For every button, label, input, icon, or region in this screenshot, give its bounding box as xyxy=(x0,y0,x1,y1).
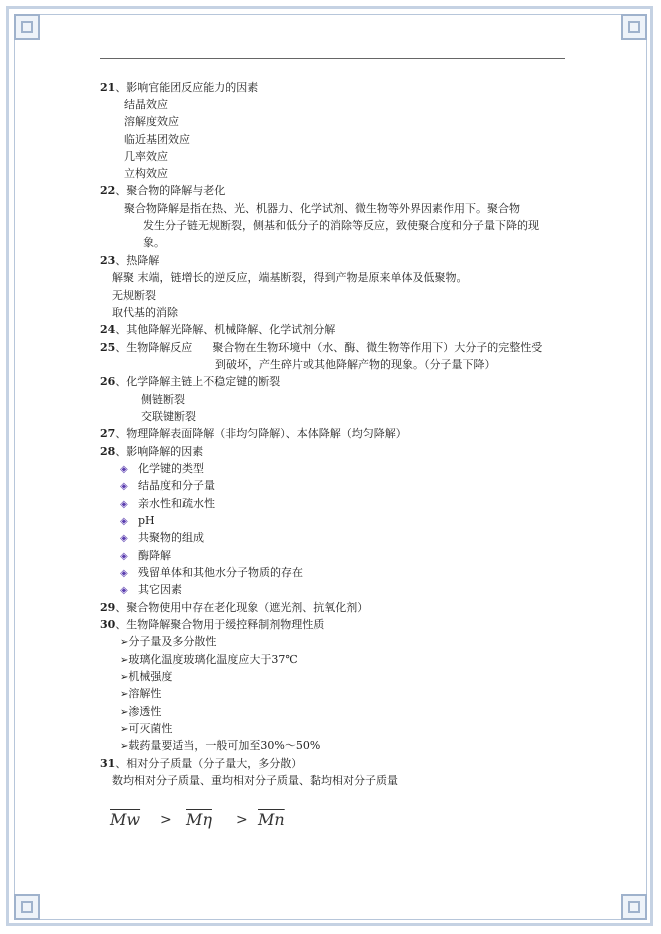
bullet-item: ◈ 亲水性和疏水性 xyxy=(120,497,215,510)
header-rule xyxy=(100,58,565,59)
diamond-bullet-icon: ◈ xyxy=(120,551,128,562)
paragraph-line: 聚合物降解是指在热、光、机器力、化学试剂、微生物等外界因素作用下。聚合物 xyxy=(124,202,520,215)
arrow-bullet-icon: ➢ xyxy=(120,655,129,666)
item-25: 25、生物降解反应 聚合物在生物环境中（水、酶、微生物等作用下）大分子的完整性受 xyxy=(100,341,543,354)
sub-item: 立构效应 xyxy=(124,167,168,180)
diamond-bullet-icon: ◈ xyxy=(120,516,128,527)
paragraph-line: 象。 xyxy=(143,236,165,249)
item-31: 31、相对分子质量（分子量大，多分散） xyxy=(100,757,303,770)
arrow-item: ➢载药量要适当，一般可加至30%～50% xyxy=(120,739,321,752)
sub-item: 几率效应 xyxy=(124,150,168,163)
arrow-item: ➢溶解性 xyxy=(120,687,162,700)
arrow-bullet-icon: ➢ xyxy=(120,741,129,752)
arrow-item: ➢渗透性 xyxy=(120,705,162,718)
corner-ornament xyxy=(621,14,647,40)
greater-than-sign: > xyxy=(236,812,248,828)
paragraph-line: 无规断裂 xyxy=(112,289,156,302)
item-27: 27、物理降解表面降解（非均匀降解）、本体降解（均匀降解） xyxy=(100,427,407,440)
bullet-item: ◈ 酶降解 xyxy=(120,549,171,562)
sub-item: 侧链断裂 xyxy=(141,393,185,406)
paragraph-line: 解聚 末端，链增长的逆反应，端基断裂，得到产物是原来单体及低聚物。 xyxy=(112,271,468,284)
paragraph-line: 数均相对分子质量、重均相对分子质量、黏均相对分子质量 xyxy=(112,774,398,787)
item-26: 26、化学降解主链上不稳定键的断裂 xyxy=(100,375,281,388)
arrow-bullet-icon: ➢ xyxy=(120,637,129,648)
sub-item: 溶解度效应 xyxy=(124,115,179,128)
diamond-bullet-icon: ◈ xyxy=(120,585,128,596)
arrow-item: ➢机械强度 xyxy=(120,670,173,683)
arrow-item: ➢玻璃化温度玻璃化温度应大于37℃ xyxy=(120,653,298,666)
item-30: 30、生物降解聚合物用于缓控释制剂物理性质 xyxy=(100,618,325,631)
greater-than-sign: > xyxy=(160,812,172,828)
diamond-bullet-icon: ◈ xyxy=(120,481,128,492)
bullet-item: ◈ pH xyxy=(120,514,155,527)
item-24: 24、其他降解光降解、机械降解、化学试剂分解 xyxy=(100,323,336,336)
arrow-item: ➢分子量及多分散性 xyxy=(120,635,217,648)
corner-ornament xyxy=(621,894,647,920)
bullet-item: ◈ 化学键的类型 xyxy=(120,462,204,475)
formula-meta: $\overline{M\eta}$ xyxy=(186,810,212,829)
sub-item: 结晶效应 xyxy=(124,98,168,111)
paragraph-line: 取代基的消除 xyxy=(112,306,178,319)
item-22: 22、聚合物的降解与老化 xyxy=(100,184,226,197)
sub-item: 交联键断裂 xyxy=(141,410,196,423)
arrow-bullet-icon: ➢ xyxy=(120,689,129,700)
arrow-bullet-icon: ➢ xyxy=(120,707,129,718)
diamond-bullet-icon: ◈ xyxy=(120,568,128,579)
bullet-item: ◈ 其它因素 xyxy=(120,583,182,596)
item-28: 28、影响降解的因素 xyxy=(100,445,204,458)
item-21: 21、影响官能团反应能力的因素 xyxy=(100,81,259,94)
arrow-bullet-icon: ➢ xyxy=(120,672,129,683)
formula-mn: $\overline{Mn}$ xyxy=(258,810,285,829)
item-23: 23、热降解 xyxy=(100,254,160,267)
arrow-item: ➢可灭菌性 xyxy=(120,722,173,735)
corner-ornament xyxy=(14,14,40,40)
diamond-bullet-icon: ◈ xyxy=(120,533,128,544)
diamond-bullet-icon: ◈ xyxy=(120,464,128,475)
formula-mw: $\overline{Mw}$ xyxy=(110,810,141,829)
paragraph-line: 发生分子链无规断裂，侧基和低分子的消除等反应，致使聚合度和分子量下降的现 xyxy=(143,219,539,232)
bullet-item: ◈ 共聚物的组成 xyxy=(120,531,204,544)
bullet-item: ◈ 残留单体和其他水分子物质的存在 xyxy=(120,566,303,579)
corner-ornament xyxy=(14,894,40,920)
bullet-item: ◈ 结晶度和分子量 xyxy=(120,479,215,492)
sub-item: 临近基团效应 xyxy=(124,133,190,146)
diamond-bullet-icon: ◈ xyxy=(120,499,128,510)
item-29: 29、聚合物使用中存在老化现象（遮光剂、抗氧化剂） xyxy=(100,601,369,614)
paragraph-line: 到破坏，产生碎片或其他降解产物的现象。（分子量下降） xyxy=(215,358,496,371)
arrow-bullet-icon: ➢ xyxy=(120,724,129,735)
